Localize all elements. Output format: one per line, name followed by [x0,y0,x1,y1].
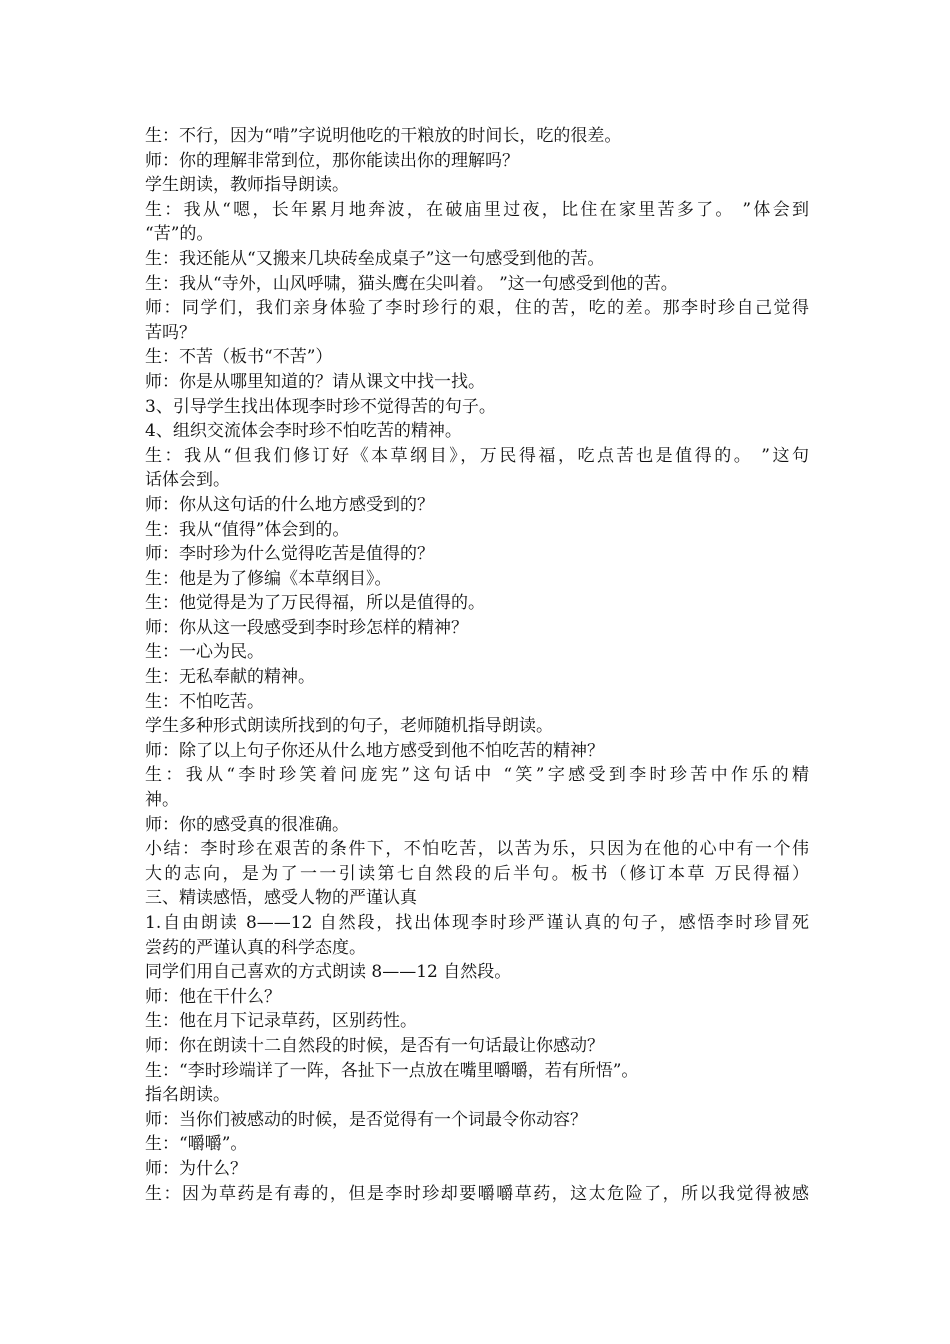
text-line: 师：你从这一段感受到李时珍怎样的精神？ [145,617,468,638]
document-page [145,124,809,1206]
text-line: 生：“李时珍端详了一阵，各扯下一点放在嘴里嚼嚼，若有所悟”。 [145,1060,639,1081]
text-line: 师：你从这句话的什么地方感受到的？ [145,494,434,515]
text-line: 师：他在干什么？ [145,986,281,1007]
text-line: 生：他觉得是为了万民得福，所以是值得的。 [145,593,485,614]
text-line: 大的志向，是为了一一引读第七自然段的后半句。板书（修订本草 万民得福） [145,863,809,884]
text-line: 师：李时珍为什么觉得吃苦是值得的？ [145,544,434,565]
text-line: 生：不苦（板书“不苦”） [145,347,333,368]
text-line: 学生朗读，教师指导朗读。 [145,175,349,196]
text-line: 苦吗？ [145,322,196,343]
text-line: 4、组织交流体会李时珍不怕吃苦的精神。 [145,421,462,442]
text-line: 师：你的理解非常到位，那你能读出你的理解吗？ [145,150,519,171]
text-line: 生：我从“但我们修订好《本草纲目》，万民得福，吃点苦也是值得的。 ”这句 [145,445,809,466]
text-line: “苦”的。 [145,224,214,245]
text-line: 生：我从“寺外，山风呼啸，猫头鹰在尖叫着。 ”这一句感受到他的苦。 [145,273,678,294]
text-line: 生：不行，因为“啃”字说明他吃的干粮放的时间长，吃的很差。 [145,126,622,146]
text-line: 同学们用自己喜欢的方式朗读 8——12 自然段。 [145,962,512,983]
text-line: 师：当你们被感动的时候，是否觉得有一个词最令你动容？ [145,1109,587,1130]
text-line: 生：他在月下记录草药，区别药性。 [145,1011,417,1032]
text-line: 师：你在朗读十二自然段的时候，是否有一句话最让你感动？ [145,1035,604,1056]
text-line: 生：无私奉献的精神。 [145,667,315,688]
text-line: 师：你是从哪里知道的？请从课文中找一找。 [145,371,485,392]
text-line: 师：为什么？ [145,1158,247,1179]
text-line: 生：我从“值得”体会到的。 [145,519,350,540]
text-line: 3、引导学生找出体现李时珍不觉得苦的句子。 [145,396,496,417]
text-line: 神。 [145,790,179,811]
text-line: 生：我从“李时珍笑着问庞宪”这句话中 “笑”字感受到李时珍苦中作乐的精 [145,765,809,786]
text-line: 生：不怕吃苦。 [145,691,264,712]
text-line: 尝药的严谨认真的科学态度。 [145,937,366,958]
text-line: 师：你的感受真的很准确。 [145,814,349,835]
text-line: 生：一心为民。 [145,642,264,663]
text-line: 生：“嚼嚼”。 [145,1134,248,1155]
text-line: 生：他是为了修编《本草纲目》。 [145,568,392,589]
text-line: 小结：李时珍在艰苦的条件下，不怕吃苦，以苦为乐，只因为在他的心中有一个伟 [145,839,809,860]
text-line: 指名朗读。 [145,1085,230,1106]
text-line: 生：我还能从“又搬来几块砖垒成桌子”这一句感受到他的苦。 [145,248,605,269]
text-line: 师：同学们，我们亲身体验了李时珍行的艰，住的苦，吃的差。那李时珍自己觉得 [145,298,809,319]
text-line: 学生多种形式朗读所找到的句子，老师随机指导朗读。 [145,716,553,737]
text-line: 生：因为草药是有毒的，但是李时珍却要嚼嚼草药，这太危险了，所以我觉得被感 [145,1183,809,1204]
section-heading: 三、精读感悟，感受人物的严谨认真 [145,888,417,909]
text-line: 生：我从“嗯，长年累月地奔波，在破庙里过夜，比住在家里苦多了。 ”体会到 [145,199,809,220]
text-line: 话体会到。 [145,470,230,491]
text-line: 1.自由朗读 8——12 自然段，找出体现李时珍严谨认真的句子，感悟李时珍冒死 [145,913,809,933]
text-line: 师：除了以上句子你还从什么地方感受到他不怕吃苦的精神？ [145,740,604,761]
